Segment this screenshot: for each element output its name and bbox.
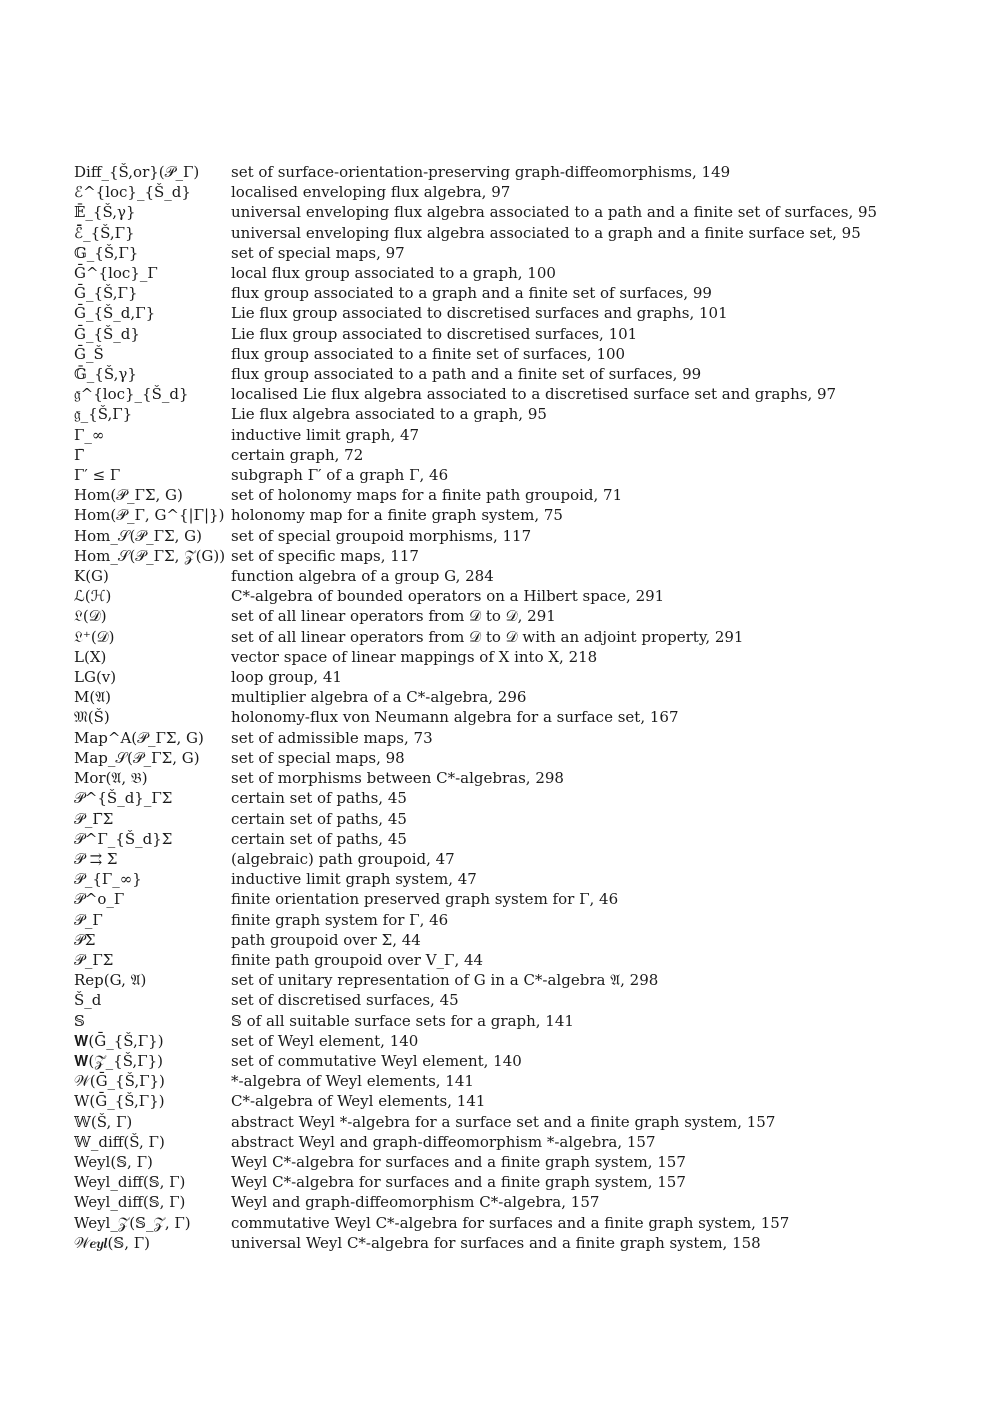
index-entry bbox=[74, 1112, 954, 1132]
index-entry bbox=[74, 1031, 954, 1051]
index-description: Weyl and graph-diffeomorphism C*-algebra, 157 bbox=[231, 1193, 600, 1212]
index-entry bbox=[74, 707, 954, 727]
index-symbol: ℰ^{loc}_{Š_d} bbox=[74, 183, 191, 202]
index-symbol: 𝒫_ΓΣ bbox=[74, 950, 114, 969]
index-symbol: 𝐖(Ḡ_{Š,Γ}) bbox=[74, 1031, 164, 1050]
index-entry bbox=[74, 223, 954, 243]
index-symbol: Γ̄ bbox=[74, 445, 85, 464]
index-entry bbox=[74, 748, 954, 768]
index-symbol: 𝒲(Ḡ_{Š,Γ}) bbox=[74, 1072, 165, 1091]
index-symbol: Γ_∞ bbox=[74, 425, 105, 444]
index-description: vector space of linear mappings of X into X, 218 bbox=[231, 647, 598, 666]
index-symbol: 𝒫Σ bbox=[74, 930, 96, 949]
index-description: set of surface-orientation-preserving graph-diffeomorphisms, 149 bbox=[231, 163, 731, 181]
index-description: *-algebra of Weyl elements, 141 bbox=[231, 1072, 474, 1091]
index-entry bbox=[74, 647, 954, 667]
index-entry bbox=[74, 910, 954, 930]
index-description: universal enveloping flux algebra associated to a path and a finite set of surfaces, 95 bbox=[231, 203, 878, 222]
index-symbol: Weyl(𝕊, Γ) bbox=[74, 1152, 153, 1171]
index-description: (algebraic) path groupoid, 47 bbox=[231, 849, 455, 868]
index-entry bbox=[74, 485, 954, 505]
index-symbol: 𝕎(Š, Γ) bbox=[74, 1112, 133, 1131]
index-entry bbox=[74, 970, 954, 990]
index-symbol: Weyl_𝒵(𝕊_𝒵, Γ) bbox=[74, 1213, 191, 1232]
index-entry bbox=[74, 465, 954, 485]
index-symbol: 𝔼̄_{Š,γ} bbox=[74, 203, 136, 222]
index-symbol: Weyl_diff(𝕊, Γ) bbox=[74, 1193, 186, 1212]
index-entry bbox=[74, 930, 954, 950]
index-description: set of discretised surfaces, 45 bbox=[231, 991, 459, 1010]
index-symbol: Ḡ_Š bbox=[74, 344, 104, 363]
index-entry bbox=[74, 849, 954, 869]
index-entry bbox=[74, 627, 954, 647]
index-entry bbox=[74, 303, 954, 323]
index-entry bbox=[74, 202, 954, 222]
index-symbol: 𝔾̄_{Š,γ} bbox=[74, 365, 137, 384]
index-description: Lie flux algebra associated to a graph, 95 bbox=[231, 405, 547, 424]
index-symbol: Mor(𝔄, 𝔅) bbox=[74, 769, 148, 788]
index-description: set of all linear operators from 𝒟 to 𝒟, 291 bbox=[231, 607, 556, 626]
index-symbol: W(Ḡ_{Š,Γ}) bbox=[74, 1092, 165, 1111]
index-symbol: Ḡ^{loc}_Γ bbox=[74, 264, 158, 283]
index-entry bbox=[74, 1152, 954, 1172]
index-description: set of holonomy maps for a finite path groupoid, 71 bbox=[231, 486, 623, 505]
index-entry bbox=[74, 445, 954, 465]
index-symbol: Γ′ ≤ Γ bbox=[74, 466, 121, 485]
index-entry bbox=[74, 687, 954, 707]
index-description: 𝕊 of all suitable surface sets for a graph, 141 bbox=[231, 1011, 574, 1030]
index-description: set of admissible maps, 73 bbox=[231, 728, 433, 747]
index-description: abstract Weyl and graph-diffeomorphism *-algebra, 157 bbox=[231, 1132, 656, 1151]
index-description: finite orientation preserved graph system for Γ, 46 bbox=[231, 890, 619, 909]
index-entry bbox=[74, 364, 954, 384]
index-symbol: M(𝔄) bbox=[74, 688, 112, 707]
index-symbol: L(X) bbox=[74, 647, 107, 666]
index-description: set of Weyl element, 140 bbox=[231, 1031, 419, 1050]
index-description: set of special groupoid morphisms, 117 bbox=[231, 526, 532, 545]
index-symbol: Weyl_diff(𝕊, Γ) bbox=[74, 1173, 186, 1192]
index-symbol: 𝔤̄^{loc}_{Š_d} bbox=[74, 385, 189, 404]
index-entry bbox=[74, 505, 954, 525]
index-symbol: Ḡ_{Š_d} bbox=[74, 324, 140, 343]
index-symbol: 𝔏⁺(𝒟) bbox=[74, 627, 115, 646]
index-description: path groupoid over Σ, 44 bbox=[231, 930, 421, 949]
index-symbol: Map_𝒮(𝒫_ΓΣ, G) bbox=[74, 748, 200, 767]
index-description: loop group, 41 bbox=[231, 668, 342, 687]
index-symbol: ℰ̄_{Š,Γ} bbox=[74, 223, 135, 242]
index-entry bbox=[74, 344, 954, 364]
index-symbol: 𝒫_{Γ_∞} bbox=[74, 870, 142, 889]
index-description: set of special maps, 98 bbox=[231, 748, 405, 767]
index-entry bbox=[74, 869, 954, 889]
index-description: inductive limit graph, 47 bbox=[231, 425, 420, 444]
index-description: set of morphisms between C*-algebras, 298 bbox=[231, 769, 564, 788]
index-symbol: K(G) bbox=[74, 567, 109, 586]
index-description: set of special maps, 97 bbox=[231, 243, 405, 262]
index-entry bbox=[74, 1071, 954, 1091]
index-entry bbox=[74, 1192, 954, 1212]
index-symbol: ℒ(ℋ) bbox=[74, 587, 112, 606]
index-entry bbox=[74, 243, 954, 263]
index-symbol: 𝒫 ⇉ Σ bbox=[74, 849, 118, 868]
index-entry bbox=[74, 566, 954, 586]
index-entry bbox=[74, 162, 954, 182]
index-entry bbox=[74, 950, 954, 970]
index-description: set of unitary representation of G in a C*-algebra 𝔄, 298 bbox=[231, 971, 659, 990]
index-symbol: Rep(G, 𝔄) bbox=[74, 971, 147, 990]
index-entry bbox=[74, 384, 954, 404]
index-entry bbox=[74, 1051, 954, 1071]
index-entry bbox=[74, 1213, 954, 1233]
index-entry bbox=[74, 728, 954, 748]
index-description: abstract Weyl *-algebra for a surface set and a finite graph system, 157 bbox=[231, 1112, 776, 1131]
index-entry bbox=[74, 829, 954, 849]
index-symbol: 𝒫^{Š_d}_ΓΣ bbox=[74, 789, 173, 808]
index-description: multiplier algebra of a C*-algebra, 296 bbox=[231, 688, 527, 707]
index-description: holonomy map for a finite graph system, 75 bbox=[231, 506, 563, 525]
index-entry bbox=[74, 990, 954, 1010]
index-symbol: Hom(𝒫_ΓΣ, G) bbox=[74, 486, 183, 505]
index-entry bbox=[74, 889, 954, 909]
index-description: Lie flux group associated to discretised surfaces, 101 bbox=[231, 324, 638, 343]
index-description: localised enveloping flux algebra, 97 bbox=[231, 183, 511, 202]
index-entry bbox=[74, 667, 954, 687]
index-entry bbox=[74, 283, 954, 303]
index-entry bbox=[74, 1233, 954, 1253]
index-entry bbox=[74, 324, 954, 344]
index-symbol: 𝔐(Š) bbox=[74, 708, 110, 727]
index-description: C*-algebra of Weyl elements, 141 bbox=[231, 1092, 486, 1111]
index-entry bbox=[74, 182, 954, 202]
index-description: set of specific maps, 117 bbox=[231, 546, 419, 565]
index-description: set of all linear operators from 𝒟 to 𝒟 with an adjoint property, 291 bbox=[231, 627, 744, 646]
index-description: holonomy-flux von Neumann algebra for a surface set, 167 bbox=[231, 708, 679, 727]
notation-index-list bbox=[74, 162, 954, 1253]
index-description: certain set of paths, 45 bbox=[231, 829, 407, 848]
index-entry bbox=[74, 1132, 954, 1152]
index-symbol: 𝕎_diff(Š, Γ) bbox=[74, 1132, 165, 1151]
index-symbol: 𝔤̄_{Š,Γ} bbox=[74, 405, 133, 424]
index-symbol: 𝐖(𝒵̄_{Š,Γ}) bbox=[74, 1051, 164, 1070]
index-description: local flux group associated to a graph, 100 bbox=[231, 264, 556, 283]
index-description: certain set of paths, 45 bbox=[231, 809, 407, 828]
index-symbol: 𝒫_Γ bbox=[74, 910, 103, 929]
index-description: finite graph system for Γ, 46 bbox=[231, 910, 449, 929]
index-description: Weyl C*-algebra for surfaces and a finite graph system, 157 bbox=[231, 1152, 686, 1171]
index-description: subgraph Γ′ of a graph Γ, 46 bbox=[231, 466, 449, 485]
index-entry bbox=[74, 1011, 954, 1031]
index-symbol: Diff_{Š,or}(𝒫_Γ) bbox=[74, 163, 200, 181]
index-symbol: LG(v) bbox=[74, 668, 117, 687]
index-symbol: Ḡ_{Š_d,Γ} bbox=[74, 304, 156, 323]
index-description: Lie flux group associated to discretised surfaces and graphs, 101 bbox=[231, 304, 728, 323]
index-description: C*-algebra of bounded operators on a Hilbert space, 291 bbox=[231, 587, 665, 606]
index-entry bbox=[74, 809, 954, 829]
index-symbol: 𝒲𝒆𝒚𝒍(𝕊, Γ) bbox=[74, 1233, 150, 1252]
index-description: function algebra of a group G, 284 bbox=[231, 567, 494, 586]
index-description: Weyl C*-algebra for surfaces and a finite graph system, 157 bbox=[231, 1173, 686, 1192]
index-symbol: Hom_𝒮(𝒫_ΓΣ, G) bbox=[74, 526, 202, 545]
index-symbol: 𝒫^o_Γ bbox=[74, 890, 125, 909]
index-symbol: 𝔾_{Š,Γ} bbox=[74, 243, 139, 262]
index-description: flux group associated to a graph and a finite set of surfaces, 99 bbox=[231, 284, 712, 303]
index-symbol: Map^A(𝒫_ΓΣ, G) bbox=[74, 728, 204, 747]
index-description: universal Weyl C*-algebra for surfaces and a finite graph system, 158 bbox=[231, 1233, 761, 1252]
index-entry bbox=[74, 586, 954, 606]
index-description: certain graph, 72 bbox=[231, 445, 364, 464]
index-description: flux group associated to a finite set of surfaces, 100 bbox=[231, 344, 626, 363]
index-description: commutative Weyl C*-algebra for surfaces and a finite graph system, 157 bbox=[231, 1213, 790, 1232]
index-entry bbox=[74, 526, 954, 546]
index-symbol: Hom(𝒫_Γ, G^{|Γ|}) bbox=[74, 506, 225, 525]
index-symbol: 𝕊 bbox=[74, 1011, 85, 1030]
index-symbol: 𝒫_Γ̄Σ bbox=[74, 809, 114, 828]
index-entry bbox=[74, 404, 954, 424]
index-description: localised Lie flux algebra associated to a discretised surface set and graphs, 97 bbox=[231, 385, 837, 404]
index-entry bbox=[74, 768, 954, 788]
index-symbol: Ḡ_{Š,Γ} bbox=[74, 284, 138, 303]
index-entry bbox=[74, 546, 954, 566]
index-entry bbox=[74, 263, 954, 283]
index-description: set of commutative Weyl element, 140 bbox=[231, 1051, 522, 1070]
index-entry bbox=[74, 1091, 954, 1111]
index-description: certain set of paths, 45 bbox=[231, 789, 407, 808]
index-description: universal enveloping flux algebra associated to a graph and a finite surface set, 95 bbox=[231, 223, 861, 242]
index-symbol: Š_d bbox=[74, 991, 102, 1010]
index-description: finite path groupoid over V_Γ, 44 bbox=[231, 950, 484, 969]
index-entry bbox=[74, 788, 954, 808]
index-symbol: 𝒫^Γ_{Š_d}Σ bbox=[74, 829, 173, 848]
index-symbol: 𝔏(𝒟) bbox=[74, 607, 107, 626]
index-description: flux group associated to a path and a finite set of surfaces, 99 bbox=[231, 365, 702, 384]
index-description: inductive limit graph system, 47 bbox=[231, 870, 477, 889]
index-entry bbox=[74, 606, 954, 626]
index-entry bbox=[74, 1172, 954, 1192]
index-entry bbox=[74, 425, 954, 445]
index-symbol: Hom_𝒮(𝒫_ΓΣ, 𝒵(G)) bbox=[74, 546, 226, 565]
